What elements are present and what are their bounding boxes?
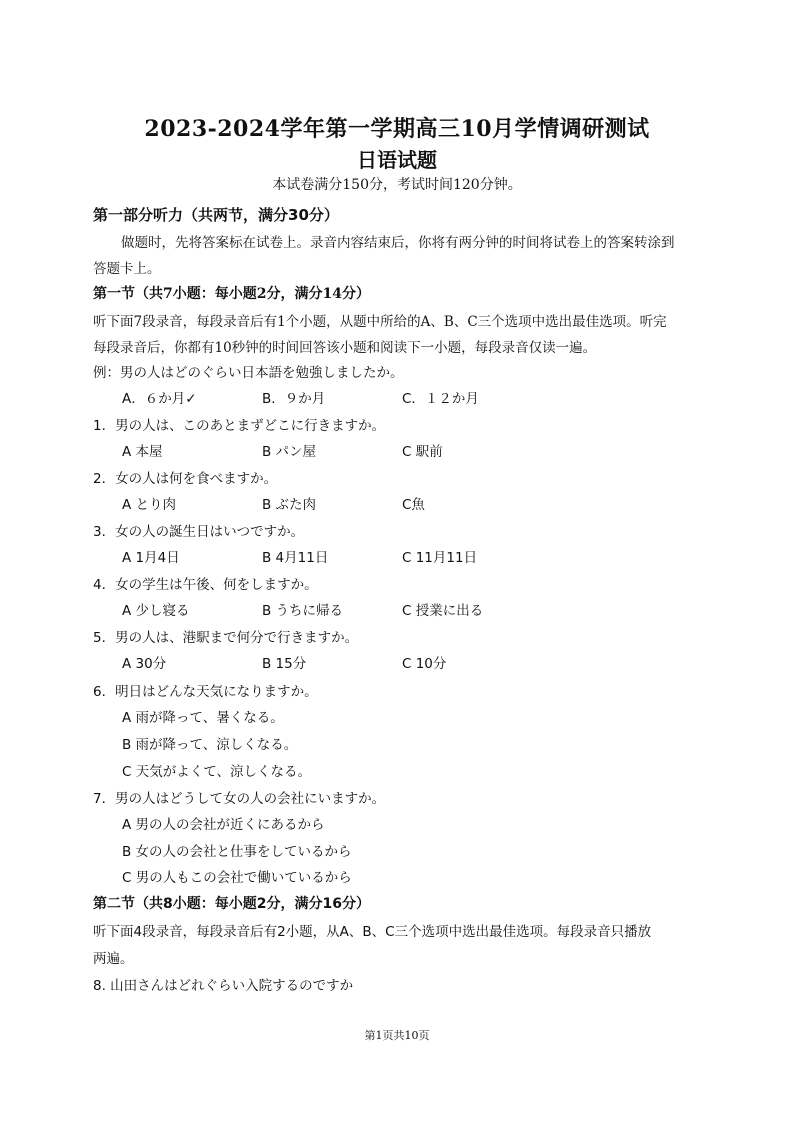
q5-option-b: B 15分 <box>262 656 307 672</box>
section2-instr-line2: 两遍。 <box>93 951 134 967</box>
q3-option-b: B 4月11日 <box>262 550 329 566</box>
q4-option-b: B うちに帰る <box>262 603 344 619</box>
example-option-c: C．１２か月 <box>402 391 479 407</box>
section2-heading: 第二节（共8小题：每小题2分，满分16分） <box>93 896 370 912</box>
question-5: 5．男の人は、港駅まで何分で行きますか。 <box>93 630 359 646</box>
q1-option-a: A 本屋 <box>122 444 163 460</box>
q7-option-a: A 男の人の会社が近くにあるから <box>122 817 325 833</box>
q2-option-a: A とり肉 <box>122 497 177 513</box>
q3-option-a: A 1月4日 <box>122 550 180 566</box>
q7-option-b: B 女の人の会社と仕事をしているから <box>122 844 352 860</box>
example-option-b: B．９か月 <box>262 391 326 407</box>
exam-title: 2023-2024学年第一学期高三10月学情调研测试 <box>144 116 650 142</box>
question-6: 6．明日はどんな天気になりますか。 <box>93 684 318 700</box>
q2-option-b: B ぶた肉 <box>262 497 317 513</box>
exam-info: 本试卷满分150分，考试时间120分钟。 <box>272 177 522 193</box>
question-2: 2．女の人は何を食べますか。 <box>93 471 278 487</box>
section1-instr-line1: 听下面7段录音，每段录音后有1个小题，从题中所给的A、B、C三个选项中选出最佳选项。听完 <box>93 314 667 330</box>
part1-intro-line2: 答题卡上。 <box>93 261 161 277</box>
section1-instr-line2: 每段录音后，你都有10秒钟的时间回答该小题和阅读下一小题，每段录音仅读一遍。 <box>93 340 597 356</box>
question-3: 3．女の人の誕生日はいつですか。 <box>93 524 305 540</box>
q4-option-a: A 少し寝る <box>122 603 190 619</box>
q1-option-b: B パン屋 <box>262 444 317 460</box>
q6-option-b: B 雨が降って、涼しくなる。 <box>122 737 298 753</box>
example-option-a: A．６か月✓ <box>122 391 197 407</box>
q2-option-c: C魚 <box>402 497 425 513</box>
q1-option-c: C 駅前 <box>402 444 443 460</box>
question-7: 7．男の人はどうして女の人の会社にいますか。 <box>93 791 386 807</box>
question-1: 1．男の人は、このあとまずどこに行きますか。 <box>93 418 386 434</box>
q4-option-c: C 授業に出る <box>402 603 484 619</box>
page-footer: 第1页共10页 <box>364 1029 430 1042</box>
q3-option-c: C 11月11日 <box>402 550 478 566</box>
question-8: 8. 山田さんはどれぐらい入院するのですか <box>93 978 354 994</box>
exam-subject: 日语试题 <box>357 148 437 172</box>
q6-option-c: C 天気がよくて、涼しくなる。 <box>122 764 311 780</box>
section1-heading: 第一节（共7小题：每小题2分，满分14分） <box>93 286 370 302</box>
q6-option-a: A 雨が降って、暑くなる。 <box>122 710 284 726</box>
q5-option-a: A 30分 <box>122 656 167 672</box>
section2-instr-line1: 听下面4段录音，每段录音后有2小题，从A、B、C三个选项中选出最佳选项。每段录音只播放 <box>93 924 652 940</box>
part1-intro-line1: 做题时，先将答案标在试卷上。录音内容结束后，你将有两分钟的时间将试卷上的答案转涂到 <box>121 235 675 251</box>
example-question: 例：男の人はどのぐらい日本語を勉強しましたか。 <box>93 365 404 381</box>
question-4: 4．女の学生は午後、何をしますか。 <box>93 577 318 593</box>
q7-option-c: C 男の人もこの会社で働いているから <box>122 870 352 886</box>
part1-heading: 第一部分听力（共两节，满分30分） <box>93 206 339 224</box>
q5-option-c: C 10分 <box>402 656 447 672</box>
